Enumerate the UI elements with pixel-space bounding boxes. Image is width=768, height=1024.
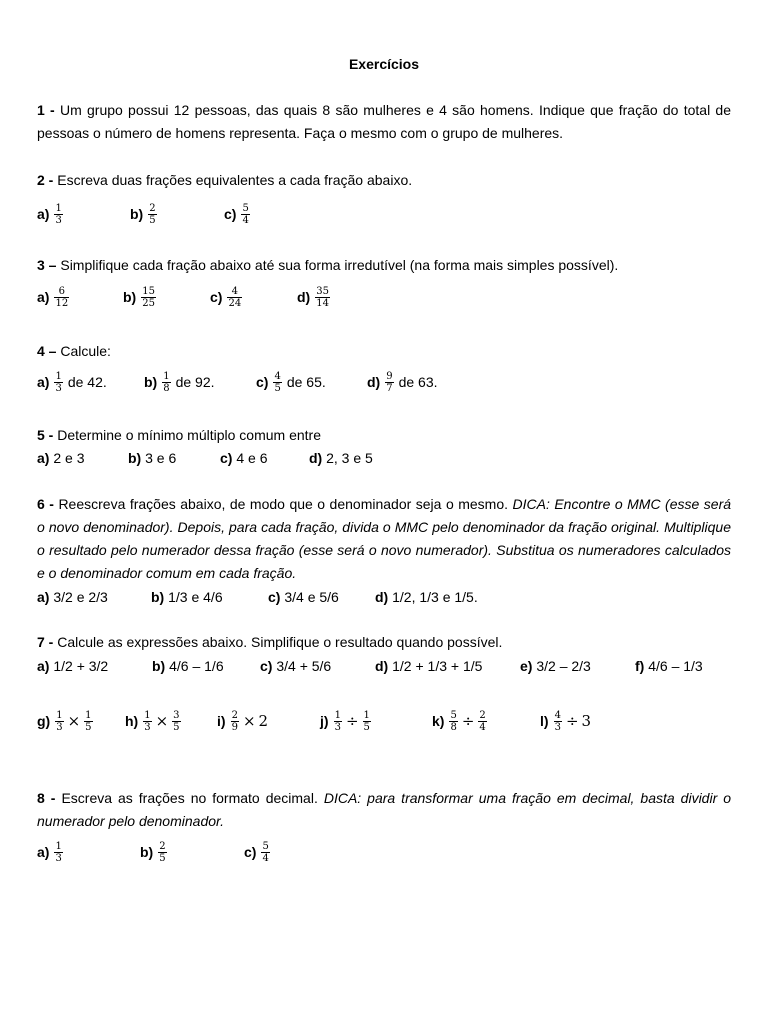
item-label: g) [37,713,51,729]
denominator: 3 [55,382,62,394]
q7-item-j [320,704,372,738]
denominator: 12 [55,297,69,309]
item-label: b) [140,844,154,860]
numerator: 1 [55,202,62,214]
question-2-number: 2 - [37,172,54,188]
item-label: c) [256,374,269,390]
item-text: de 92. [175,374,215,390]
item-label: b) [130,206,144,222]
question-3-text: Simplifique cada fração abaixo até sua forma irredutível (na forma mais simples possível). [60,257,619,273]
multiply-sign: × [155,712,169,730]
numerator: 1 [55,840,62,852]
numerator: 9 [386,370,393,382]
question-4-text: Calcule: [60,343,111,359]
q5-item-c: c) 4 e 6 [220,450,268,466]
q8-item-a [37,835,64,869]
q2-item-c [224,197,251,231]
item-text: de 63. [398,374,438,390]
q5-item-a: a) 2 e 3 [37,450,85,466]
fraction: $\frac{3}{5}$ [173,709,180,733]
question-8-number: 8 - [37,790,56,806]
question-8-hint: DICA: para transformar uma fração em decimal, basta dividir o numerador pelo denominador. [37,790,732,829]
item-label: c) [224,206,237,222]
denominator: 4 [242,214,249,226]
fraction: $\frac{1}{3}$ [144,709,151,733]
q3-item-a [37,280,70,314]
question-2-text: Escreva duas frações equivalentes a cada fração abaixo. [57,172,413,188]
question-7-number: 7 - [37,634,54,650]
q3-item-b [123,280,157,314]
q6-item-b: b) 1/3 e 4/6 [151,589,223,605]
q6-item-c: c) 3/4 e 5/6 [268,589,339,605]
item-label: c) [244,844,257,860]
q2-item-b [130,197,158,231]
fraction: $\frac{2}{4}$ [479,709,486,733]
q7-item-i [217,704,271,738]
question-6 [37,493,731,585]
question-4-items [37,365,731,399]
q6-item-d: d) 1/2, 1/3 e 1/5. [375,589,478,605]
divide-sign: ÷ [461,712,475,730]
numerator: 15 [142,285,155,297]
q2-item-a [37,197,64,231]
question-1-text: Um grupo possui 12 pessoas, das quais 8 são mulheres e 4 são homens. Indique que fração do total de pessoas o número de homens representa. Faça o mesmo com o grupo de mulheres. [37,102,732,141]
question-7-text: Calcule as expressões abaixo. Simplifique o resultado quando possível. [57,634,503,650]
q7-item-h [125,704,182,738]
item-label: a) [37,289,50,305]
whole-number: 3 [581,712,592,730]
fraction [162,371,170,394]
question-7 [37,631,731,654]
fraction: $\frac{1}{5}$ [85,709,92,733]
fraction [54,371,62,394]
item-label: a) [37,844,50,860]
numerator: 4 [231,285,238,297]
multiply-sign: × [242,712,256,730]
divide-sign: ÷ [345,712,359,730]
fraction [261,841,269,864]
fraction [385,371,393,394]
numerator: 1 [163,370,170,382]
numerator: 6 [58,285,65,297]
numerator: 2 [149,202,156,214]
question-8-items [37,835,731,869]
denominator: 7 [386,382,393,394]
item-label: b) [144,374,158,390]
item-label: k) [432,713,445,729]
denominator: 5 [274,382,281,394]
fraction [241,203,249,226]
question-5 [37,424,731,447]
item-label: l) [540,713,549,729]
q5-item-b: b) 3 e 6 [128,450,177,466]
fraction: $\frac{1}{3}$ [334,709,341,733]
q7-item-f: f) 4/6 – 1/3 [635,658,703,674]
question-6-text: Reescreva frações abaixo, de modo que o denominador seja o mesmo. [58,496,509,512]
denominator: 3 [55,852,62,864]
question-3 [37,254,731,277]
fraction: $\frac{2}{9}$ [231,709,238,733]
question-8-text: Escreva as frações no formato decimal. [61,790,318,806]
q8-item-b [140,835,168,869]
question-2-items [37,197,731,231]
question-8 [37,787,731,833]
q7-item-a: a) 1/2 + 3/2 [37,658,109,674]
fraction: $\frac{4}{3}$ [554,709,561,733]
denominator: 5 [149,214,156,226]
q6-item-a: a) 3/2 e 2/3 [37,589,108,605]
denominator: 24 [228,297,242,309]
q7-item-b: b) 4/6 – 1/6 [152,658,224,674]
q3-item-c [210,280,243,314]
item-text: de 65. [286,374,326,390]
numerator: 1 [55,370,62,382]
whole-number: 2 [258,712,269,730]
q7-item-k [432,704,488,738]
fraction [54,286,69,309]
question-5-text: Determine o mínimo múltiplo comum entre [57,427,321,443]
q4-item-a [37,365,107,399]
numerator: 35 [316,285,329,297]
question-2 [37,169,731,192]
page-title: Exercícios [348,56,420,72]
fraction [158,841,166,864]
question-6-hint: DICA: Encontre o MMC (esse será o novo denominador). Depois, para cada fração, divida o MMC pelo denominador da fração original. Multiplique o resultado pelo numerador dessa fração (esse será o novo numerador). Substitua os numeradores calculados e o denominador comum em cada fração. [37,496,732,581]
item-label: a) [37,374,50,390]
item-label: h) [125,713,139,729]
fraction [227,286,242,309]
q7-item-l [540,704,594,738]
denominator: 5 [159,852,166,864]
item-label: j) [320,713,329,729]
fraction: $\frac{1}{3}$ [56,709,63,733]
fraction: $\frac{5}{8}$ [450,709,457,733]
question-5-number: 5 - [37,427,54,443]
question-7-expressions [37,704,731,738]
q7-item-c: c) 3/4 + 5/6 [260,658,332,674]
numerator: 2 [159,840,166,852]
q4-item-d [367,365,438,399]
question-1 [37,99,731,145]
q5-item-d: d) 2, 3 e 5 [309,450,373,466]
item-label: d) [367,374,381,390]
question-3-number: 3 – [37,257,57,273]
question-6-number: 6 - [37,496,54,512]
item-label: b) [123,289,137,305]
fraction [148,203,156,226]
q7-item-e: e) 3/2 – 2/3 [520,658,591,674]
divide-sign: ÷ [565,712,579,730]
numerator: 4 [274,370,281,382]
item-text: de 42. [67,374,107,390]
denominator: 8 [163,382,170,394]
q4-item-c [256,365,326,399]
fraction [315,286,330,309]
fraction [141,286,156,309]
question-4-number: 4 – [37,343,57,359]
numerator: 5 [242,202,249,214]
item-label: i) [217,713,226,729]
item-label: d) [297,289,311,305]
q3-item-d [297,280,331,314]
fraction [273,371,281,394]
q8-item-c [244,835,271,869]
denominator: 3 [55,214,62,226]
q4-item-b [144,365,215,399]
q7-item-g [37,704,94,738]
fraction: $\frac{1}{5}$ [363,709,370,733]
denominator: 14 [316,297,329,309]
question-3-items [37,280,731,314]
denominator: 4 [262,852,269,864]
fraction [54,841,62,864]
q7-item-d: d) 1/2 + 1/3 + 1/5 [375,658,483,674]
fraction [54,203,62,226]
denominator: 25 [142,297,155,309]
question-4 [37,340,731,363]
question-1-number: 1 - [37,102,55,118]
item-label: a) [37,206,50,222]
numerator: 5 [262,840,269,852]
item-label: c) [210,289,223,305]
multiply-sign: × [67,712,81,730]
